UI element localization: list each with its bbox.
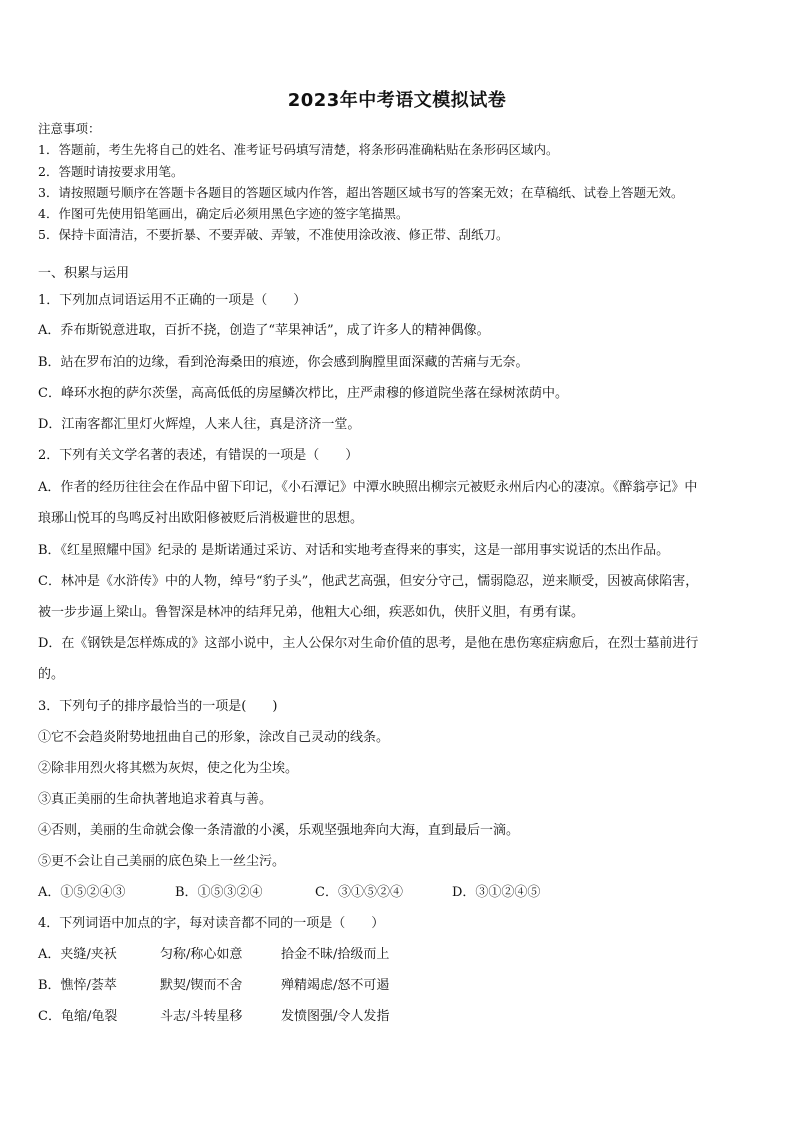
q1-stem: 1．下列加点词语运用不正确的一项是（ ）: [38, 293, 307, 308]
q2-stem: 2．下列有关文学名著的表述，有错误的一项是（ ）: [38, 448, 359, 463]
q3-sentence-4: ④否则，美丽的生命就会像一条清澈的小溪，乐观坚强地奔向大海，直到最后一滴。: [38, 823, 520, 838]
q1-option-d: D．江南客都汇里灯火辉煌，人来人往，真是济济一堂。: [38, 417, 361, 432]
q4-a-pair-3: 拾金不昧/拾级而上: [281, 947, 390, 962]
q3-sentence-5: ⑤更不会让自己美丽的底色染上一丝尘污。: [38, 854, 286, 869]
q4-c-pair-1: C．龟缩/龟裂: [38, 1009, 118, 1024]
q1-option-b: B．站在罗布泊的边缘，看到沧海桑田的痕迹，你会感到胸膛里面深藏的苦痛与无奈。: [38, 355, 529, 370]
q1-option-a: A．乔布斯锐意进取，百折不挠，创造了“苹果神话”，成了许多人的精神偶像。: [38, 323, 490, 338]
page-title: 2023年中考语文模拟试卷: [287, 90, 507, 111]
q2-option-d-line2: 的。: [38, 667, 65, 682]
q3-sentence-2: ②除非用烈火将其燃为灰烬，使之化为尘埃。: [38, 761, 299, 776]
q2-option-c-line1: C．林冲是《水浒传》中的人物，绰号“豹子头”，他武艺高强，但安分守己，懦弱隐忍，逆来顺受，因被高俅陷害，: [38, 574, 699, 589]
q2-option-a-line2: 琅琊山悦耳的鸟鸣反衬出欧阳修被贬后消极避世的思想。: [38, 511, 364, 526]
q4-b-pair-2: 默契/锲而不舍: [160, 978, 243, 993]
q2-option-a-line1: A．作者的经历往往会在作品中留下印记，《小石潭记》中潭水映照出柳宗元被贬永州后内心的凄凉。《醉翁亭记》中: [38, 480, 698, 495]
q3-option-d: D．③①②④⑤: [452, 885, 541, 900]
q4-b-pair-3: 殚精竭虑/怒不可遏: [281, 978, 390, 993]
q3-option-a: A．①⑤②④③: [38, 885, 126, 900]
q1-option-c: C．峰环水抱的萨尔茨堡，高高低低的房屋鳞次栉比，庄严肃穆的修道院坐落在绿树浓荫中。: [38, 386, 568, 401]
q2-option-d-line1: D．在《钢铁是怎样炼成的》这部小说中，主人公保尔对生命价值的思考，是他在患伤寒症病愈后，在烈士墓前进行: [38, 636, 699, 651]
notice-item-2: 2．答题时请按要求用笔。: [38, 164, 184, 179]
notice-item-3: 3．请按照题号顺序在答题卡各题目的答题区域内作答，超出答题区域书写的答案无效；在草稿纸、试卷上答题无效。: [38, 185, 684, 200]
notice-item-4: 4．作图可先使用铅笔画出，确定后必须用黑色字迹的签字笔描黑。: [38, 206, 409, 221]
q3-sentence-3: ③真正美丽的生命执著地追求着真与善。: [38, 792, 273, 807]
q4-a-pair-1: A．夹缝/夹袄: [38, 947, 117, 962]
q4-c-pair-3: 发愤图强/令人发指: [281, 1009, 390, 1024]
q4-c-pair-2: 斗志/斗转星移: [160, 1009, 243, 1024]
q3-sentence-1: ①它不会趋炎附势地扭曲自己的形象，涂改自己灵动的线条。: [38, 730, 390, 745]
q4-a-pair-2: 匀称/称心如意: [160, 947, 243, 962]
q3-stem: 3．下列句子的排序最恰当的一项是( ): [38, 699, 278, 714]
notice-heading: 注意事项：: [38, 121, 101, 136]
notice-item-5: 5．保持卡面清洁，不要折暴、不要弄破、弄皱，不准使用涂改液、修正带、刮纸刀。: [38, 227, 509, 242]
q4-b-pair-1: B．憔悴/荟萃: [38, 978, 117, 993]
q4-stem: 4．下列词语中加点的字，每对读音都不同的一项是（ ）: [38, 916, 385, 931]
q3-option-b: B．①⑤③②④: [175, 885, 263, 900]
q3-option-c: C．③①⑤②④: [315, 885, 403, 900]
section-heading: 一、积累与运用: [38, 266, 130, 281]
q2-option-c-line2: 被一步步逼上梁山。鲁智深是林冲的结拜兄弟，他粗大心细，疾恶如仇，侠肝义胆，有勇有谋。: [38, 605, 585, 620]
q2-option-b: B．《红星照耀中国》纪录的 是斯诺通过采访、对话和实地考查得来的事实，这是一部用事实说话的杰出作品。: [38, 543, 670, 558]
notice-item-1: 1．答题前，考生先将自己的姓名、准考证号码填写清楚，将条形码准确粘贴在条形码区域内。: [38, 142, 559, 157]
